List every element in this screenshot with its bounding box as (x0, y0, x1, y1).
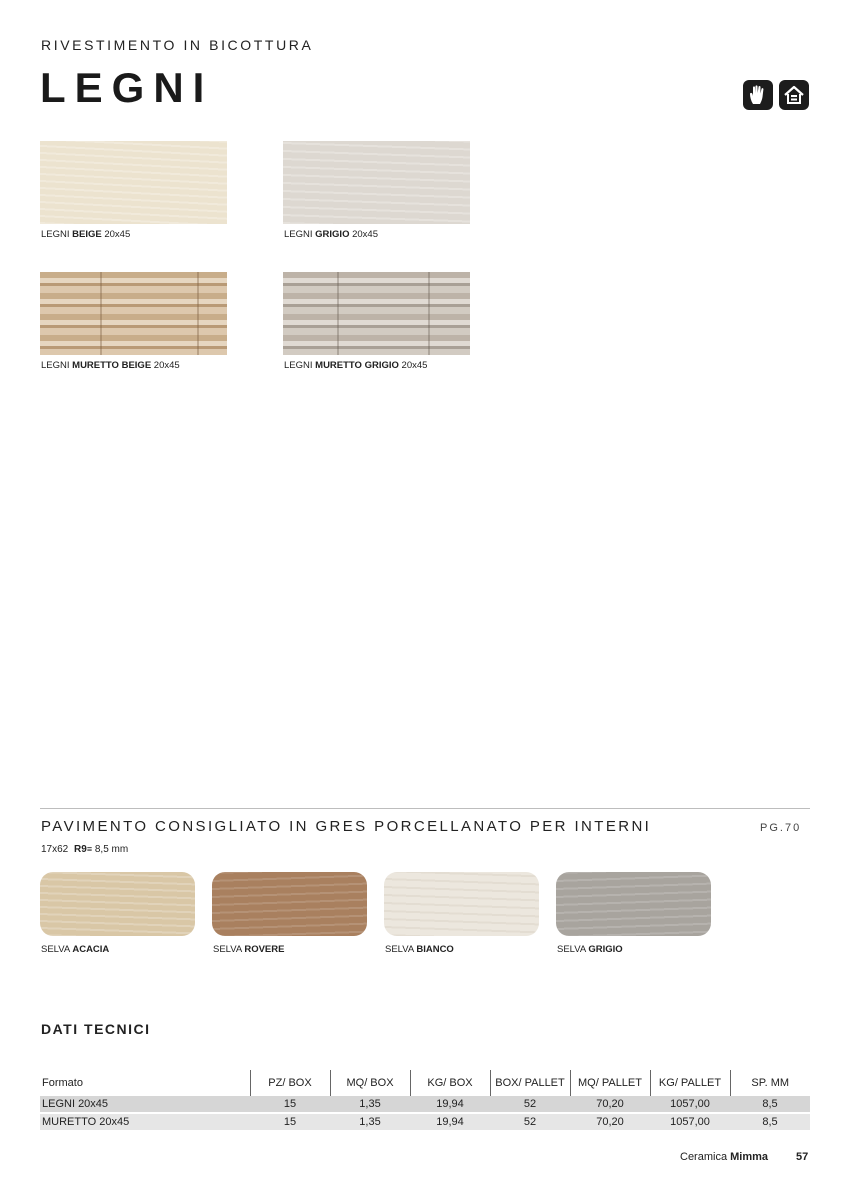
table-row (40, 1113, 810, 1131)
footer-brand: Ceramica Mimma (680, 1151, 769, 1163)
tech-table (40, 1070, 810, 1132)
col-header: Formato (42, 1077, 83, 1089)
table-cell: 8,5 (730, 1113, 810, 1131)
table-cell: 1057,00 (650, 1096, 730, 1113)
table-row (40, 1096, 810, 1113)
page-title: LEGNI (40, 64, 214, 111)
table-cell: 15 (250, 1096, 330, 1113)
table-cell: 1,35 (330, 1096, 410, 1113)
section-title: PAVIMENTO CONSIGLIATO IN GRES PORCELLANATO PER INTERNI (41, 818, 652, 835)
tech-header-row (40, 1070, 810, 1096)
tile-caption: LEGNI MURETTO GRIGIO 20x45 (284, 360, 428, 371)
col-header: MQ/ BOX (330, 1070, 410, 1096)
table-cell: MURETTO 20x45 (40, 1113, 250, 1131)
floor-caption: SELVA GRIGIO (557, 944, 623, 955)
floor-selva-bianco (384, 872, 539, 936)
floor-thickness: 8,5 mm (94, 844, 129, 855)
tile-caption: LEGNI MURETTO BEIGE 20x45 (41, 360, 180, 371)
page-number: 57 (796, 1151, 809, 1163)
table-cell: 8,5 (730, 1096, 810, 1113)
series-kicker: RIVESTIMENTO IN BICOTTURA (41, 37, 314, 53)
tile-legni-muretto-grigio (283, 272, 470, 355)
tile-legni-grigio (283, 141, 470, 224)
floor-selva-rovere (212, 872, 367, 936)
floor-caption: SELVA BIANCO (385, 944, 454, 955)
tile-legni-muretto-beige (40, 272, 227, 355)
floor-caption: SELVA ACACIA (41, 944, 110, 955)
house-icon (779, 80, 809, 110)
floor-format: 17x62 (41, 844, 69, 855)
floor-spec (41, 844, 128, 855)
floor-selva-grigio (556, 872, 711, 936)
col-header: PZ/ BOX (250, 1070, 330, 1096)
table-cell: 52 (490, 1096, 570, 1113)
table-cell: 52 (490, 1113, 570, 1131)
page-reference: PG.70 (760, 822, 802, 834)
col-header: KG/ PALLET (650, 1070, 730, 1096)
col-header: SP. MM (730, 1070, 810, 1096)
table-cell: 1057,00 (650, 1113, 730, 1131)
table-cell: LEGNI 20x45 (40, 1096, 250, 1113)
slip-rating: R9 (74, 844, 87, 855)
tile-legni-beige (40, 141, 227, 224)
floor-selva-acacia (40, 872, 195, 936)
table-cell: 70,20 (570, 1096, 650, 1113)
tile-caption: LEGNI GRIGIO 20x45 (284, 229, 378, 240)
table-cell: 19,94 (410, 1113, 490, 1131)
tech-title: DATI TECNICI (41, 1021, 151, 1037)
col-header: BOX/ PALLET (490, 1070, 570, 1096)
col-header: MQ/ PALLET (570, 1070, 650, 1096)
section-divider (40, 808, 810, 809)
hand-icon (743, 80, 773, 110)
floor-caption: SELVA ROVERE (213, 944, 285, 955)
table-cell: 1,35 (330, 1113, 410, 1131)
thickness-icon: ≡ (86, 844, 93, 854)
table-cell: 19,94 (410, 1096, 490, 1113)
table-cell: 15 (250, 1113, 330, 1131)
tile-caption: LEGNI BEIGE 20x45 (41, 229, 131, 240)
table-cell: 70,20 (570, 1113, 650, 1131)
col-header: KG/ BOX (410, 1070, 490, 1096)
